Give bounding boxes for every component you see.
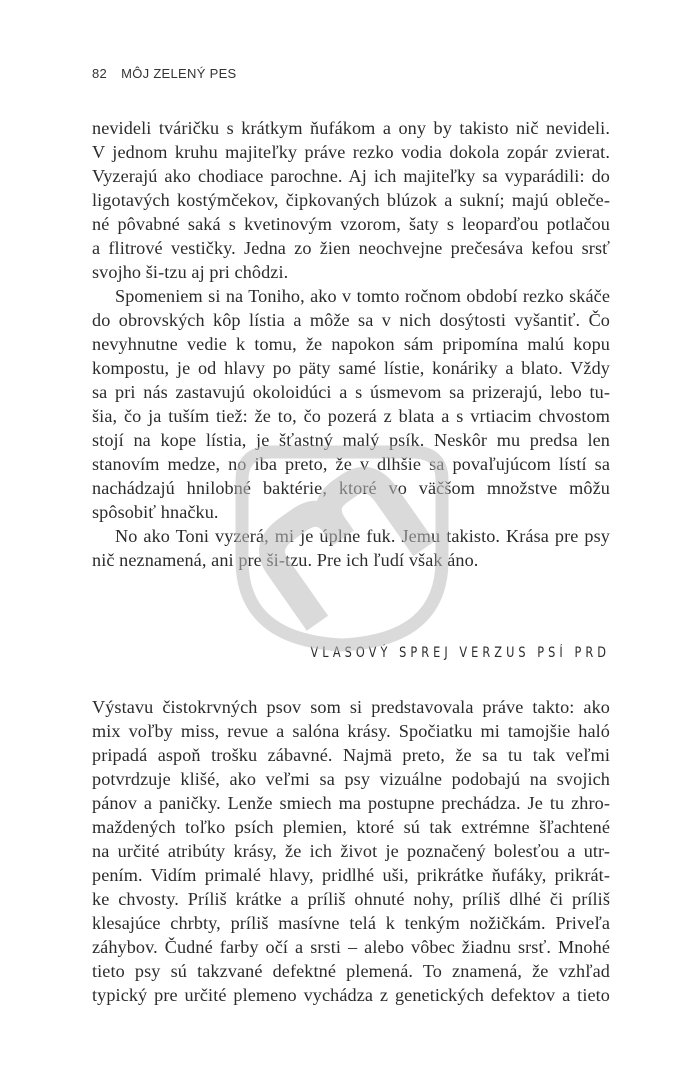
body-text-section-1 [92,116,610,572]
text-line: nič neznamená, ani pre ši-tzu. Pre ich ľudí však áno. [92,550,479,570]
text-line: šia, čo ja tuším tiež: že to, čo pozerá z blata a s vrtiacim chvostom [92,406,610,426]
text-line: nevideli tváričku s krátkym ňufákom a ony by takisto nič nevideli. [92,118,610,138]
text-line: typický pre určité plemeno vychádza z genetických defektov a tieto [92,985,610,1005]
text-line: Spomeniem si na Toniho, ako v tomto ročnom období rezko skáče [115,286,610,306]
text-line: klesajúce chrbty, príliš masívne telá k tenkým nožičkám. Priveľa [92,913,610,933]
text-line: V jednom kruhu majiteľky práve rezko vodia dokola zopár zvierat. [92,142,610,162]
text-line: maždených toľko psích plemien, ktoré sú tak extrémne šľachtené [92,817,610,837]
book-title: MÔJ ZELENÝ PES [121,66,237,81]
text-line: a flitrové vestičky. Jedna zo žien neochvejne prečesáva kefou srsť [92,238,610,258]
text-line: stanovím medze, no iba preto, že v dlhšie sa povaľujúcom lístí sa [92,454,610,474]
text-line: ligotavých kostýmčekov, čipkovaných blúzok a sukní; majú obleče- [92,190,610,210]
text-line: pánov a paničky. Lenže smiech ma postupne prechádza. Je tu zhro- [92,793,610,813]
text-line: svojho ši-tzu aj pri chôdzi. [92,262,289,282]
running-head [92,66,237,81]
text-line: stojí na kope lístia, je šťastný malý psík. Neskôr mu predsa len [92,430,610,450]
text-line: pením. Vidím primalé hlavy, pridlhé uši, prikrátke ňufáky, prikrát- [92,865,610,885]
text-line: mix voľby miss, revue a salóna krásy. Spočiatku mi tamojšie haló [92,721,610,741]
body-text-section-2 [92,695,610,1007]
text-line: do obrovských kôp lístia a môže sa v nich dosýtosti vyšantiť. Čo [92,310,610,330]
text-line: Vyzerajú ako chodiace parochne. Aj ich majiteľky sa vyparádili: do [92,166,610,186]
text-line: spôsobiť hnačku. [92,502,219,522]
text-line: potvrdzuje klišé, ako veľmi sa psy vizuálne podobajú na svojich [92,769,610,789]
section-heading: VLASOVÝ SPREJ VERZUS PSÍ PRD [310,645,610,661]
text-line: Výstavu čistokrvných psov som si predstavovala práve takto: ako [92,697,610,717]
text-line: ke chvosty. Príliš krátke a príliš ohnuté nohy, príliš dlhé či príliš [92,889,610,909]
text-line: pripadá aspoň trošku zábavné. Najmä preto, že sa tu tak veľmi [92,745,610,765]
page-number: 82 [92,66,108,81]
text-line: nachádzajú hnilobné baktérie, ktoré vo väčšom množstve môžu [92,478,610,498]
text-line: tieto psy sú takzvané defektné plemená. To znamená, že vzhľad [92,961,610,981]
text-line: kompostu, je od hlavy po päty samé lístie, konáriky a blato. Vždy [92,358,610,378]
text-line: sa pri nás zastavujú okoloidúci a s úsmevom sa prizerajú, lebo tu- [92,382,610,402]
text-line: né pôvabné saká s kvetinovým vzorom, šaty s leoparďou potlačou [92,214,610,234]
text-line: na určité atribúty krásy, že ich život je poznačený bolesťou a utr- [92,841,610,861]
text-line: nevyhnutne vedie k tomu, že napokon sám pripomína malú kopu [92,334,610,354]
text-line: záhybov. Čudné farby očí a srsti – alebo vôbec žiadnu srsť. Mnohé [92,937,610,957]
text-line: No ako Toni vyzerá, mi je úplne fuk. Jemu takisto. Krása pre psy [115,526,610,546]
